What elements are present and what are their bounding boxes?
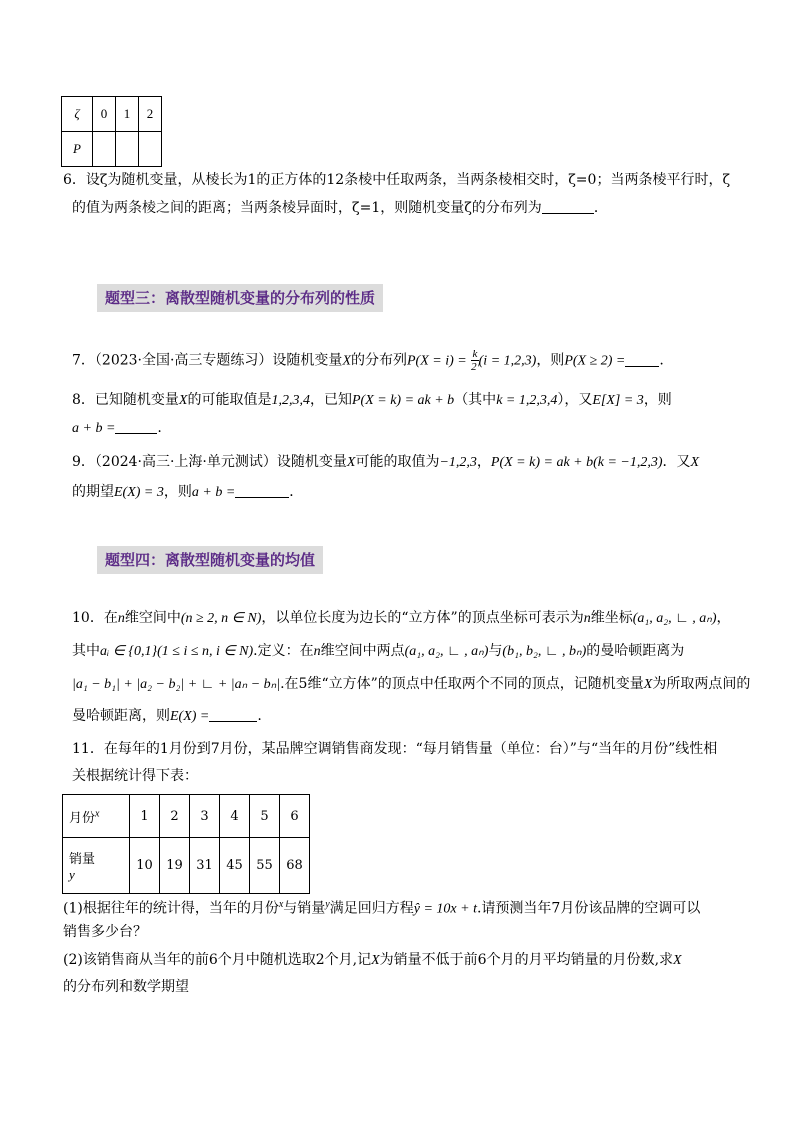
table-cell: 68 xyxy=(280,838,310,894)
q8-line2: a + b = . xyxy=(72,420,162,436)
q6-line1: 6．设ζ为随机变量，从棱长为1的正方体的12条棱中任取两条，当两条棱相交时，ζ=0；当两条棱平行时，ζ xyxy=(63,172,731,188)
q11-part1-line1: (1)根据往年的统计得，当年的月份$^x$与销量$^y$满足回归方程ŷ = 10x + t.请预测当年7月份该品牌的空调可以 xyxy=(63,899,701,917)
answer-blank[interactable] xyxy=(542,199,594,214)
q10-line2: 其中aᵢ ∈ {0,1}(1 ≤ i ≤ n, i ∈ N).定义：在n维空间中两点(a₁, a₂, ∟ , aₙ)与(b₁, b₂, ∟ , bₙ)的曼哈顿距离为 xyxy=(72,643,685,659)
table-cell: 5 xyxy=(250,795,280,838)
table-cell: 1 xyxy=(116,97,139,132)
q10-line1: 10．在n维空间中(n ≥ 2, n ∈ N)，以单位长度为边长的“立方体”的顶点坐标可表示为n维坐标(a₁, a₂, ∟ , aₙ)， xyxy=(72,610,731,626)
q11-part2-line1: (2)该销售商从当年的前6个月中随机选取2个月,记X为销量不低于前6个月的月平均销量的月份数,求X xyxy=(63,952,682,968)
table-cell: P xyxy=(62,132,93,167)
answer-blank[interactable] xyxy=(209,707,257,722)
distribution-table xyxy=(61,96,162,167)
table-cell: 10 xyxy=(130,838,160,894)
table-cell: 19 xyxy=(160,838,190,894)
q10-line3: |a₁ − b₁| + |a₂ − b₂| + ∟ + |aₙ − bₙ|.在5维“立方体”的顶点中任取两个不同的顶点，记随机变量X为所取两点间的 xyxy=(72,676,751,692)
table-cell: 2 xyxy=(160,795,190,838)
q11-line2: 关根据统计得下表： xyxy=(72,768,198,784)
answer-blank[interactable] xyxy=(235,483,289,498)
table-cell: 45 xyxy=(220,838,250,894)
table-header-cell: 销量 y xyxy=(63,838,130,894)
sales-table xyxy=(62,794,310,894)
table-cell: 0 xyxy=(93,97,116,132)
q9-line1: 9．（2024·高三·上海·单元测试）设随机变量X可能的取值为−1,2,3，P(X = k) = ak + b(k = −1,2,3)．又X xyxy=(72,454,700,470)
q9-line2: 的期望E(X) = 3，则a + b = ． xyxy=(72,484,304,500)
table-cell: 3 xyxy=(190,795,220,838)
q8-line1: 8．已知随机变量X的可能取值是1,2,3,4，已知P(X = k) = ak + b（其中k = 1,2,3,4），又E[X] = 3，则 xyxy=(72,392,672,408)
table-header-cell: 月份$^x$ xyxy=(63,795,130,838)
table-cell: 1 xyxy=(130,795,160,838)
answer-blank[interactable] xyxy=(115,419,157,434)
q11-part1-line2: 销售多少台？ xyxy=(63,924,147,940)
table-cell xyxy=(139,132,162,167)
table-cell: 6 xyxy=(280,795,310,838)
q7-line: 7．（2023·全国·高三专题练习）设随机变量X的分布列P(X = i) = $\frac{k}{\text{2ⁱ}}$ (i = 1,2,3)，则P(X ≥ 2) = . xyxy=(72,348,664,373)
table-cell: 2 xyxy=(139,97,162,132)
q10-line4: 曼哈顿距离，则E(X) = . xyxy=(72,708,262,724)
q11-line1: 11．在每年的1月份到7月份，某品牌空调销售商发现：“每月销售量（单位：台）”与“当年的月份”线性相 xyxy=(72,741,718,757)
table-cell: 55 xyxy=(250,838,280,894)
table-cell xyxy=(116,132,139,167)
section-heading-4: 题型四：离散型随机变量的均值 xyxy=(97,546,323,574)
table-cell: ζ xyxy=(62,97,93,132)
table-cell: 4 xyxy=(220,795,250,838)
q11-part2-line2: 的分布列和数学期望 xyxy=(63,979,189,995)
section-heading-3: 题型三：离散型随机变量的分布列的性质 xyxy=(97,284,383,312)
answer-blank[interactable] xyxy=(625,352,659,367)
table-cell: 31 xyxy=(190,838,220,894)
table-cell xyxy=(93,132,116,167)
fraction: $\frac{k}{\text{2ⁱ}}$ xyxy=(471,348,479,373)
q6-line2: 的值为两条棱之间的距离；当两条棱异面时，ζ=1，则随机变量ζ的分布列为 ． xyxy=(72,200,608,216)
